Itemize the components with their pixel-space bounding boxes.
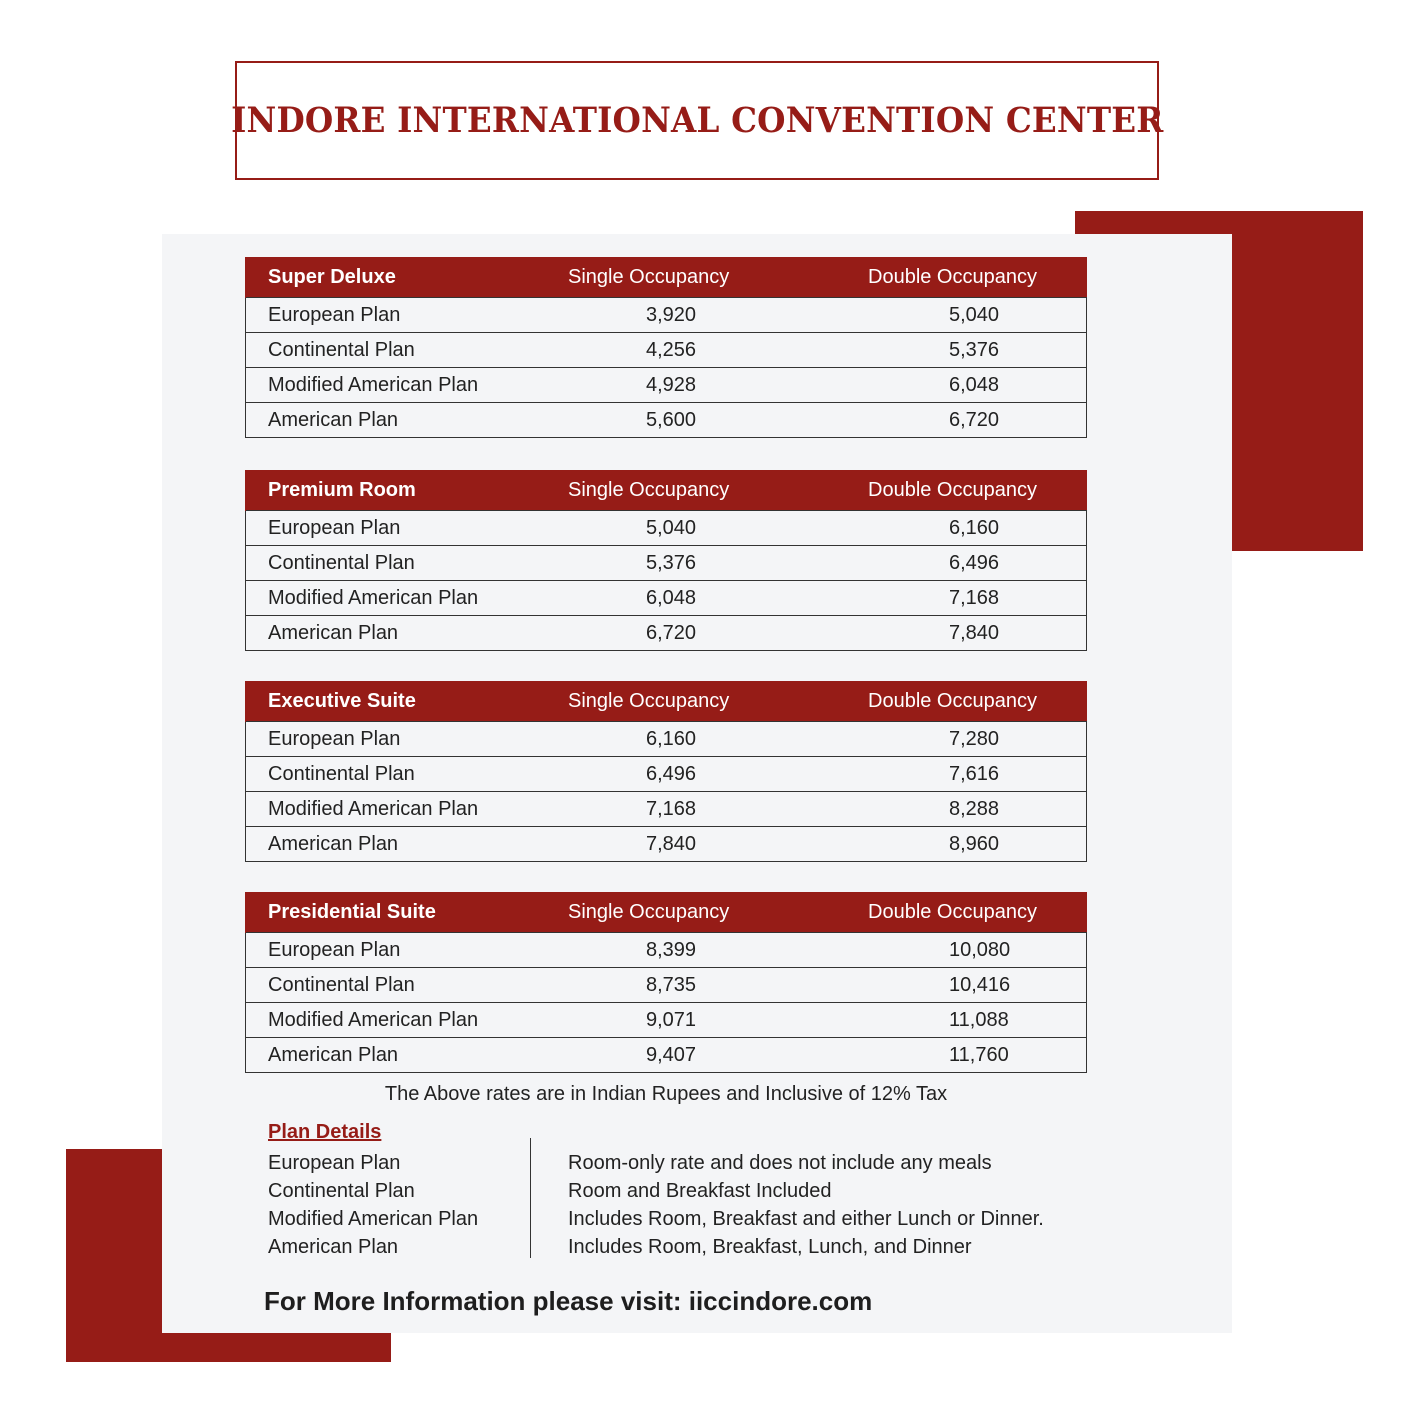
title-banner bbox=[230, 61, 1164, 180]
plan-name: Continental Plan bbox=[246, 757, 569, 792]
single-rate: 7,168 bbox=[568, 792, 868, 827]
table-row bbox=[246, 933, 1087, 968]
plan-name: Modified American Plan bbox=[268, 1208, 479, 1230]
double-rate: 5,376 bbox=[868, 333, 1087, 368]
double-rate: 11,088 bbox=[868, 1003, 1087, 1038]
category-label: Premium Room bbox=[246, 470, 569, 511]
plan-name: Continental Plan bbox=[246, 546, 569, 581]
table-row bbox=[246, 792, 1087, 827]
single-rate: 4,928 bbox=[568, 368, 868, 403]
rate-table-super-deluxe bbox=[245, 257, 1087, 438]
single-rate: 5,600 bbox=[568, 403, 868, 438]
single-rate: 3,920 bbox=[568, 298, 868, 333]
plan-name: American Plan bbox=[246, 827, 569, 862]
double-rate: 6,720 bbox=[868, 403, 1087, 438]
table-row bbox=[246, 968, 1087, 1003]
double-occupancy-header: Double Occupancy bbox=[868, 470, 1087, 511]
single-rate: 6,048 bbox=[568, 581, 868, 616]
plan-name: American Plan bbox=[246, 403, 569, 438]
plan-description: Room-only rate and does not include any meals bbox=[568, 1152, 992, 1174]
single-rate: 5,040 bbox=[568, 511, 868, 546]
plan-description: Room and Breakfast Included bbox=[568, 1180, 832, 1202]
plan-name: European Plan bbox=[268, 1152, 401, 1174]
double-occupancy-header: Double Occupancy bbox=[868, 892, 1087, 933]
rate-table-header bbox=[246, 681, 1087, 722]
double-rate: 8,960 bbox=[868, 827, 1087, 862]
single-rate: 8,399 bbox=[568, 933, 868, 968]
table-row bbox=[246, 368, 1087, 403]
plan-name: Continental Plan bbox=[246, 333, 569, 368]
plan-names-list bbox=[268, 1149, 478, 1261]
rate-table-presidential-suite bbox=[245, 892, 1087, 1073]
table-row bbox=[246, 1003, 1087, 1038]
plan-name: European Plan bbox=[246, 722, 569, 757]
plan-name: Modified American Plan bbox=[246, 792, 569, 827]
plan-name: American Plan bbox=[246, 1038, 569, 1073]
double-rate: 11,760 bbox=[868, 1038, 1087, 1073]
table-row bbox=[246, 722, 1087, 757]
plan-description: Includes Room, Breakfast, Lunch, and Dinner bbox=[568, 1236, 972, 1258]
plan-name: European Plan bbox=[246, 511, 569, 546]
rate-table-header bbox=[246, 892, 1087, 933]
plan-descriptions-list bbox=[568, 1149, 1044, 1261]
single-rate: 8,735 bbox=[568, 968, 868, 1003]
tax-note: The Above rates are in Indian Rupees and Inclusive of 12% Tax bbox=[384, 1083, 948, 1105]
single-rate: 9,071 bbox=[568, 1003, 868, 1038]
page-title: INDORE INTERNATIONAL CONVENTION CENTER bbox=[230, 100, 1164, 141]
double-occupancy-header: Double Occupancy bbox=[868, 257, 1087, 298]
category-label: Executive Suite bbox=[246, 681, 569, 722]
table-row bbox=[246, 1038, 1087, 1073]
plan-name: American Plan bbox=[246, 616, 569, 651]
double-rate: 10,416 bbox=[868, 968, 1087, 1003]
double-rate: 7,168 bbox=[868, 581, 1087, 616]
rate-table-executive-suite bbox=[245, 681, 1087, 862]
double-rate: 5,040 bbox=[868, 298, 1087, 333]
table-row bbox=[246, 298, 1087, 333]
table-row bbox=[246, 757, 1087, 792]
table-row bbox=[246, 333, 1087, 368]
table-row bbox=[246, 616, 1087, 651]
rate-table-header bbox=[246, 257, 1087, 298]
single-rate: 6,496 bbox=[568, 757, 868, 792]
plan-name: Modified American Plan bbox=[246, 581, 569, 616]
double-rate: 6,496 bbox=[868, 546, 1087, 581]
plan-description: Includes Room, Breakfast and either Lunch or Dinner. bbox=[568, 1208, 1044, 1230]
plan-name: Continental Plan bbox=[246, 968, 569, 1003]
single-rate: 6,160 bbox=[568, 722, 868, 757]
rate-table-header bbox=[246, 470, 1087, 511]
single-occupancy-header: Single Occupancy bbox=[568, 470, 868, 511]
single-rate: 9,407 bbox=[568, 1038, 868, 1073]
single-occupancy-header: Single Occupancy bbox=[568, 257, 868, 298]
plan-name: European Plan bbox=[246, 298, 569, 333]
double-rate: 6,048 bbox=[868, 368, 1087, 403]
single-rate: 5,376 bbox=[568, 546, 868, 581]
double-occupancy-header: Double Occupancy bbox=[868, 681, 1087, 722]
plan-name: Modified American Plan bbox=[246, 368, 569, 403]
category-label: Super Deluxe bbox=[246, 257, 569, 298]
single-occupancy-header: Single Occupancy bbox=[568, 892, 868, 933]
table-row bbox=[246, 403, 1087, 438]
single-occupancy-header: Single Occupancy bbox=[568, 681, 868, 722]
double-rate: 6,160 bbox=[868, 511, 1087, 546]
double-rate: 7,280 bbox=[868, 722, 1087, 757]
single-rate: 4,256 bbox=[568, 333, 868, 368]
double-rate: 7,616 bbox=[868, 757, 1087, 792]
plan-details-heading: Plan Details bbox=[268, 1121, 382, 1143]
double-rate: 8,288 bbox=[868, 792, 1087, 827]
double-rate: 7,840 bbox=[868, 616, 1087, 651]
plan-name: American Plan bbox=[268, 1236, 399, 1258]
rate-table-premium-room bbox=[245, 470, 1087, 651]
single-rate: 6,720 bbox=[568, 616, 868, 651]
double-rate: 10,080 bbox=[868, 933, 1087, 968]
plan-name: European Plan bbox=[246, 933, 569, 968]
table-row bbox=[246, 827, 1087, 862]
plan-name: Modified American Plan bbox=[246, 1003, 569, 1038]
plan-name: Continental Plan bbox=[268, 1180, 415, 1202]
category-label: Presidential Suite bbox=[246, 892, 569, 933]
table-row bbox=[246, 581, 1087, 616]
plan-divider bbox=[530, 1138, 531, 1258]
single-rate: 7,840 bbox=[568, 827, 868, 862]
table-row bbox=[246, 546, 1087, 581]
table-row bbox=[246, 511, 1087, 546]
footer-info: For More Information please visit: iiccindore.com bbox=[264, 1286, 873, 1316]
